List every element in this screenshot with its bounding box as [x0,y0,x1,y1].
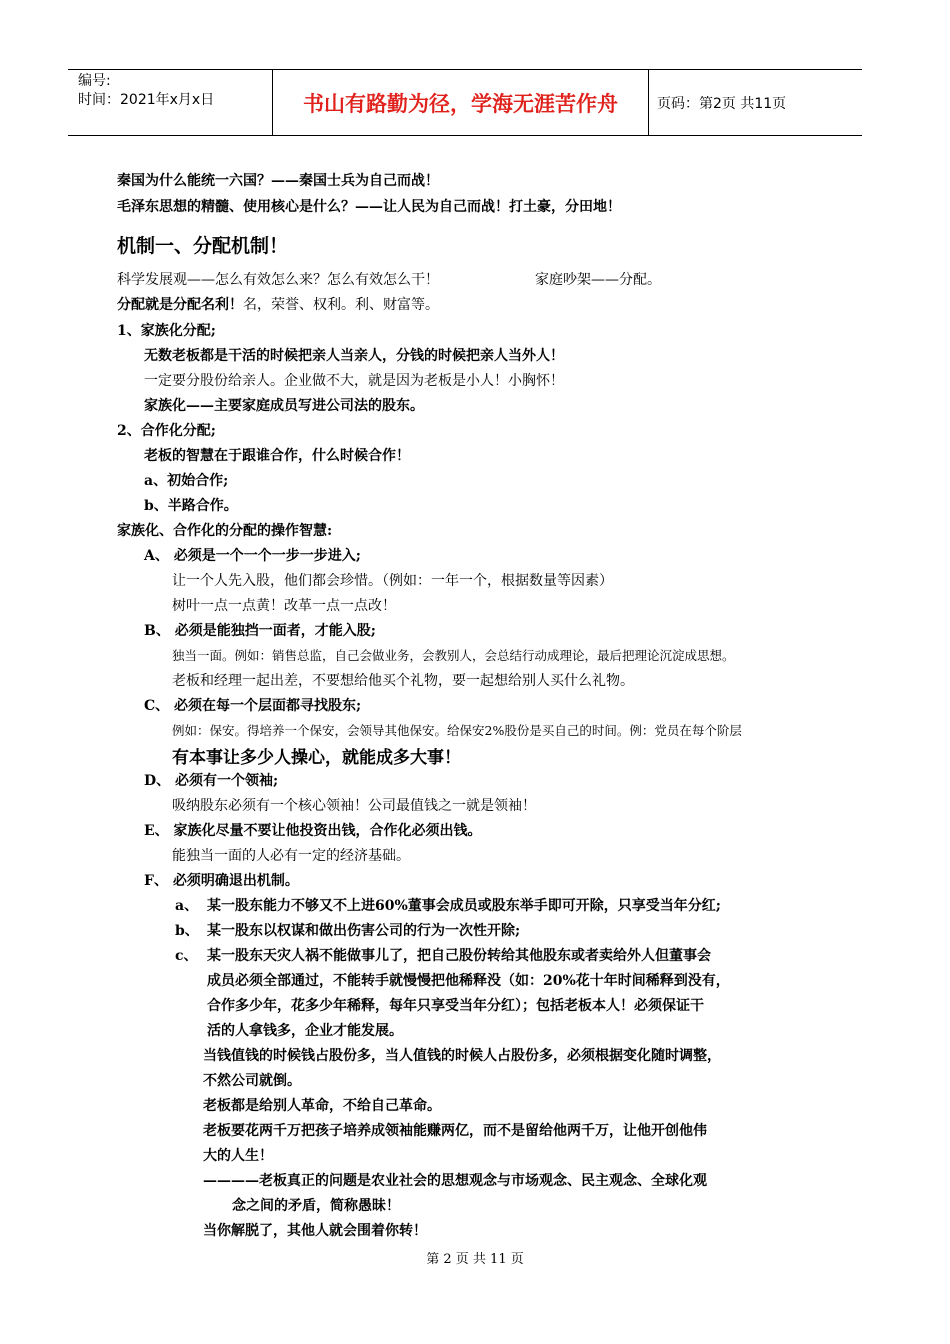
text-line: 例如：保安。得培养一个保安，会领导其他保安。给保安2%股份是买自己的时间。例：党员在每个阶层 [172,723,742,738]
text-line: 当你解脱了，其他人就会围着你转！ [203,1223,427,1239]
text-line: 某一股东以权谋和做出伤害公司的行为一次性开除; [207,923,521,939]
emphasis-line: 有本事让多少人操心，就能成多大事！ [172,748,461,768]
text-span: 名，荣誉、权利。利、财富等。 [243,297,439,313]
page-header [68,69,862,136]
list-item: F、 必须明确退出机制。 [144,873,299,889]
header-motto: 书山有路勤为径，学海无涯苦作舟 [273,70,649,135]
serial-number-label: 编号: [78,73,111,89]
text-line: 吸纳股东必须有一个核心领袖！公司最值钱之一就是领袖！ [172,798,536,814]
text-line: 毛泽东思想的精髓、使用核心是什么？——让人民为自己而战！打土豪，分田地！ [117,199,621,215]
text-line: 让一个人先入股，他们都会珍惜。（例如：一年一个，根据数量等因素） [172,573,613,589]
list-item: D、 必须有一个领袖; [144,773,279,789]
text-line: 当钱值钱的时候钱占股份多，当人值钱的时候人占股份多，必须根据变化随时调整， [203,1048,721,1064]
section-heading: 机制一、分配机制！ [117,235,289,257]
sub-item-marker: b、 [175,923,199,939]
text-line [117,294,439,314]
text-line: 家族化——主要家庭成员写进公司法的股东。 [144,398,424,414]
text-line: 老板要花两千万把孩子培养成领袖能赚两亿，而不是留给他两千万，让他开创他伟 [203,1123,707,1139]
text-line: 能独当一面的人必有一定的经济基础。 [172,848,410,864]
list-item: E、 家族化尽量不要让他投资出钱，合作化必须出钱。 [144,823,482,839]
header-meta [68,70,273,135]
header-page-info: 页码：第2页 共11页 [657,95,787,112]
text-line: 老板都是给别人革命，不给自己革命。 [203,1098,441,1114]
text-line: 一定要分股份给亲人。企业做不大，就是因为老板是小人！小胸怀！ [144,373,564,389]
list-item: b、半路合作。 [144,498,238,514]
page-footer: 第 2 页 共 11 页 [426,1252,524,1267]
text-line: 老板的智慧在于跟谁合作，什么时候合作！ [144,448,410,464]
text-line: 科学发展观——怎么有效怎么来？怎么有效怎么干！ [117,272,439,288]
text-line: 秦国为什么能统一六国？——秦国士兵为自己而战！ [117,173,439,189]
list-item: B、 必须是能独挡一面者，才能入股; [144,623,376,639]
list-item: a、初始合作; [144,473,229,489]
list-item: A、 必须是一个一个一步一步进入; [144,548,361,564]
text-line: 无数老板都是干活的时候把亲人当亲人，分钱的时候把亲人当外人！ [144,348,564,364]
text-line: 合作多少年，花多少年稀释，每年只享受当年分红）；包括老板本人！必须保证干 [207,998,704,1014]
list-heading: 2、合作化分配; [117,423,216,439]
list-heading: 1、家族化分配; [117,323,216,339]
time-label: 时间：2021年x月x日 [78,92,215,108]
sub-item-marker: c、 [175,948,198,964]
text-line: 念之间的矛盾，简称愚昧！ [232,1198,400,1214]
list-item: C、 必须在每一个层面都寻找股东; [144,698,362,714]
text-line: 家族化、合作化的分配的操作智慧: [117,523,333,539]
text-line: 某一股东天灾人祸不能做事儿了，把自己股份转给其他股东或者卖给外人但董事会 [207,948,711,964]
text-line: ————老板真正的问题是农业社会的思想观念与市场观念、民主观念、全球化观 [203,1173,707,1189]
sub-item-marker: a、 [175,898,199,914]
text-line: 成员必须全部通过，不能转手就慢慢把他稀释没（如：20%花十年时间稀释到没有， [207,973,730,989]
text-span: 分配就是分配名利！ [117,297,243,313]
text-line: 老板和经理一起出差，不要想给他买个礼物，要一起想给别人买什么礼物。 [172,673,634,689]
text-line: 大的人生！ [203,1148,273,1164]
text-line: 活的人拿钱多，企业才能发展。 [207,1023,403,1039]
text-line: 某一股东能力不够又不上进60%董事会成员或股东举手即可开除，只享受当年分红; [207,898,721,914]
text-line: 树叶一点一点黄！改革一点一点改！ [172,598,396,614]
text-line: 不然公司就倒。 [203,1073,301,1089]
text-line: 独当一面。例如：销售总监，自己会做业务，会教别人，会总结行动成理论，最后把理论沉淀成思想。 [172,648,735,663]
text-line: 家庭吵架——分配。 [535,272,661,288]
